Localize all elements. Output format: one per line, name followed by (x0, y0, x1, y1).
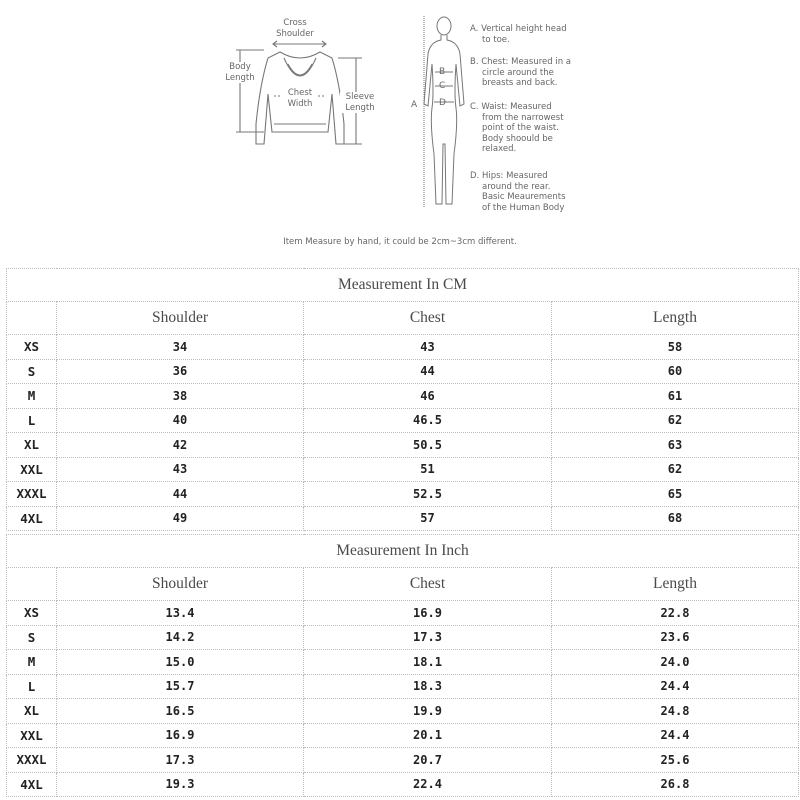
inch-size-label: XL (7, 699, 57, 724)
cm-table-row (7, 384, 799, 409)
body-length-line-1: Body (229, 62, 251, 72)
note-d-line-1: D. Hips: Measured (470, 171, 548, 181)
body-letter-a: A (411, 100, 418, 110)
cm-table-title-row (7, 269, 799, 302)
inch-table-title-row (7, 535, 799, 568)
inch-length-value: 23.6 (552, 625, 799, 650)
cm-table-title: Measurement In CM (7, 269, 799, 302)
inch-size-table (6, 534, 799, 797)
note-b-line-3: breasts and back. (482, 78, 558, 88)
inch-shoulder-value: 17.3 (57, 748, 304, 773)
cm-chest-value: 44 (304, 359, 552, 384)
note-c-line-4: Body shoould be (482, 133, 553, 144)
cm-chest-value: 50.5 (304, 433, 552, 458)
inch-size-label: 4XL (7, 772, 57, 797)
note-a-line-1: A. Vertical height head (470, 24, 567, 34)
cm-length-value: 62 (552, 408, 799, 433)
body-letter-c: C (439, 81, 446, 91)
cm-size-label: XS (7, 335, 57, 360)
cm-table-row (7, 359, 799, 384)
note-d (470, 171, 590, 213)
inch-table-body (7, 601, 799, 797)
cm-length-value: 68 (552, 506, 799, 531)
inch-header-length: Length (552, 568, 799, 601)
inch-shoulder-value: 13.4 (57, 601, 304, 626)
inch-size-label: XS (7, 601, 57, 626)
body-letter-b: B (439, 67, 446, 77)
inch-length-value: 24.4 (552, 674, 799, 699)
inch-size-label: M (7, 650, 57, 675)
chest-width-line-2: Width (287, 98, 313, 109)
inch-shoulder-value: 16.9 (57, 723, 304, 748)
cm-table-row (7, 506, 799, 531)
cross-shoulder-line-1: Cross (283, 18, 307, 28)
inch-shoulder-value: 19.3 (57, 772, 304, 797)
inch-chest-value: 16.9 (304, 601, 552, 626)
inch-table-header-row (7, 568, 799, 601)
inch-chest-value: 22.4 (304, 772, 552, 797)
cm-shoulder-value: 34 (57, 335, 304, 360)
cm-chest-value: 46.5 (304, 408, 552, 433)
note-c-line-2: from the narrowest (482, 112, 564, 123)
cm-shoulder-value: 42 (57, 433, 304, 458)
measurement-diagram (0, 0, 800, 262)
chest-width-label (282, 88, 318, 109)
inch-size-label: L (7, 674, 57, 699)
inch-chest-value: 17.3 (304, 625, 552, 650)
cm-size-label: M (7, 384, 57, 409)
note-a-line-2: to toe. (482, 34, 510, 45)
body-length-line-2: Length (225, 72, 255, 83)
cm-shoulder-value: 36 (57, 359, 304, 384)
inch-chest-value: 18.3 (304, 674, 552, 699)
inch-header-blank (7, 568, 57, 601)
sleeve-length-label (340, 92, 380, 113)
cm-shoulder-value: 40 (57, 408, 304, 433)
cm-chest-value: 57 (304, 506, 552, 531)
cm-length-value: 65 (552, 482, 799, 507)
inch-size-label: S (7, 625, 57, 650)
cm-size-label: S (7, 359, 57, 384)
inch-table-row (7, 748, 799, 773)
chest-width-line-1: Chest (287, 88, 313, 98)
body-letter-d: D (439, 98, 446, 108)
cross-shoulder-label (272, 18, 318, 39)
cm-shoulder-value: 44 (57, 482, 304, 507)
inch-chest-value: 18.1 (304, 650, 552, 675)
note-b (470, 57, 590, 89)
inch-length-value: 24.8 (552, 699, 799, 724)
cm-header-blank (7, 302, 57, 335)
note-c-line-1: C. Waist: Measured (470, 102, 552, 112)
measure-disclaimer: Item Measure by hand, it could be 2cm~3cm different. (283, 237, 517, 247)
cm-length-value: 63 (552, 433, 799, 458)
inch-shoulder-value: 15.0 (57, 650, 304, 675)
inch-table-row (7, 699, 799, 724)
inch-table-row (7, 601, 799, 626)
inch-chest-value: 20.7 (304, 748, 552, 773)
cm-size-label: XL (7, 433, 57, 458)
note-d-line-4: of the Human Body (482, 202, 565, 213)
inch-shoulder-value: 14.2 (57, 625, 304, 650)
cm-chest-value: 51 (304, 457, 552, 482)
cm-size-table (6, 268, 799, 531)
inch-length-value: 25.6 (552, 748, 799, 773)
cm-chest-value: 43 (304, 335, 552, 360)
cm-size-label: XXXL (7, 482, 57, 507)
note-d-line-2: around the rear. (482, 181, 551, 192)
inch-header-chest: Chest (304, 568, 552, 601)
inch-table-row (7, 674, 799, 699)
cm-size-label: L (7, 408, 57, 433)
inch-size-label: XXXL (7, 748, 57, 773)
sleeve-length-line-1: Sleeve (345, 92, 375, 102)
inch-length-value: 24.4 (552, 723, 799, 748)
note-a (470, 24, 590, 45)
inch-table-row (7, 772, 799, 797)
cm-header-chest: Chest (304, 302, 552, 335)
cm-table-row (7, 433, 799, 458)
cm-table-row (7, 408, 799, 433)
inch-shoulder-value: 16.5 (57, 699, 304, 724)
sleeve-length-line-2: Length (345, 102, 375, 113)
inch-chest-value: 20.1 (304, 723, 552, 748)
cm-length-value: 61 (552, 384, 799, 409)
note-b-line-1: B. Chest: Measured in a (470, 57, 571, 67)
cm-shoulder-value: 38 (57, 384, 304, 409)
inch-header-shoulder: Shoulder (57, 568, 304, 601)
cm-length-value: 58 (552, 335, 799, 360)
note-d-line-3: Basic Meaurements (482, 192, 566, 202)
cm-chest-value: 52.5 (304, 482, 552, 507)
inch-size-label: XXL (7, 723, 57, 748)
inch-table-row (7, 625, 799, 650)
cm-table-body (7, 335, 799, 531)
cross-shoulder-line-2: Shoulder (276, 28, 314, 39)
inch-chest-value: 19.9 (304, 699, 552, 724)
cm-table-row (7, 482, 799, 507)
cm-table-header-row (7, 302, 799, 335)
note-c (470, 102, 590, 155)
cm-length-value: 60 (552, 359, 799, 384)
cm-chest-value: 46 (304, 384, 552, 409)
inch-length-value: 22.8 (552, 601, 799, 626)
inch-shoulder-value: 15.7 (57, 674, 304, 699)
cm-table-row (7, 335, 799, 360)
cm-header-shoulder: Shoulder (57, 302, 304, 335)
note-c-line-3: point of the waist. (482, 123, 559, 133)
note-b-line-2: circle around the (482, 67, 554, 78)
inch-table-row (7, 723, 799, 748)
inch-table-title: Measurement In Inch (7, 535, 799, 568)
body-length-label (222, 62, 258, 83)
cm-table-row (7, 457, 799, 482)
inch-length-value: 24.0 (552, 650, 799, 675)
cm-length-value: 62 (552, 457, 799, 482)
cm-shoulder-value: 43 (57, 457, 304, 482)
inch-table-row (7, 650, 799, 675)
cm-size-label: XXL (7, 457, 57, 482)
note-c-line-5: relaxed. (482, 144, 517, 154)
human-body-icon (420, 14, 470, 210)
cm-shoulder-value: 49 (57, 506, 304, 531)
cm-size-label: 4XL (7, 506, 57, 531)
inch-length-value: 26.8 (552, 772, 799, 797)
cm-header-length: Length (552, 302, 799, 335)
